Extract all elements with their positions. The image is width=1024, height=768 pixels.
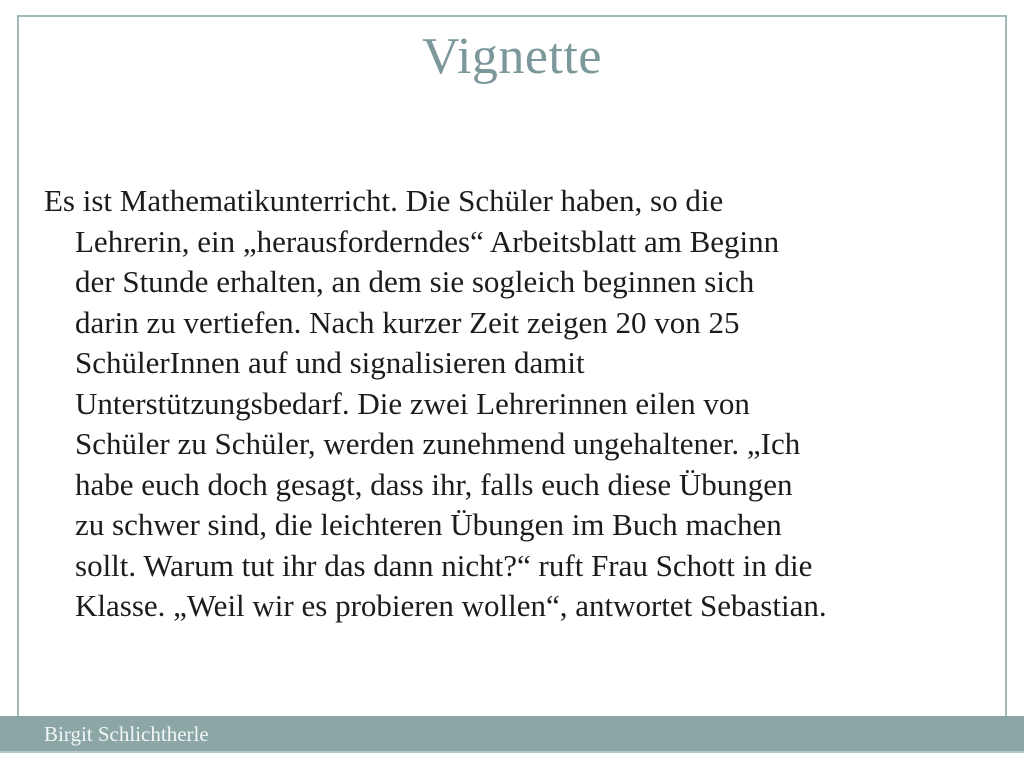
footer-author: Birgit Schlichtherle (44, 722, 209, 746)
body-line: Es ist Mathematikunterricht. Die Schüler haben, so die (44, 183, 724, 218)
slide-title: Vignette (422, 28, 602, 85)
body-line: Schüler zu Schüler, werden zunehmend ungehaltener. „Ich (75, 426, 801, 461)
body-line: Unterstützungsbedarf. Die zwei Lehrerinnen eilen von (75, 385, 750, 421)
body-line: der Stunde erhalten, an dem sie sogleich beginnen sich (75, 264, 755, 299)
body-line: sollt. Warum tut ihr das dann nicht?“ ruft Frau Schott in die (75, 547, 813, 583)
body-text-block (44, 181, 994, 627)
body-line: zu schwer sind, die leichteren Übungen im Buch machen (75, 507, 782, 542)
body-line: habe euch doch gesagt, dass ihr, falls euch diese Übungen (75, 466, 793, 502)
body-line: darin zu vertiefen. Nach kurzer Zeit zeigen 20 von 25 (75, 304, 740, 340)
body-line: SchülerInnen auf und signalisieren damit (75, 345, 585, 380)
body-line: Lehrerin, ein „herausforderndes“ Arbeitsblatt am Beginn (75, 223, 780, 259)
body-line: Klasse. „Weil wir es probieren wollen“, antwortet Sebastian. (75, 588, 827, 623)
footer-bar (0, 716, 1024, 753)
